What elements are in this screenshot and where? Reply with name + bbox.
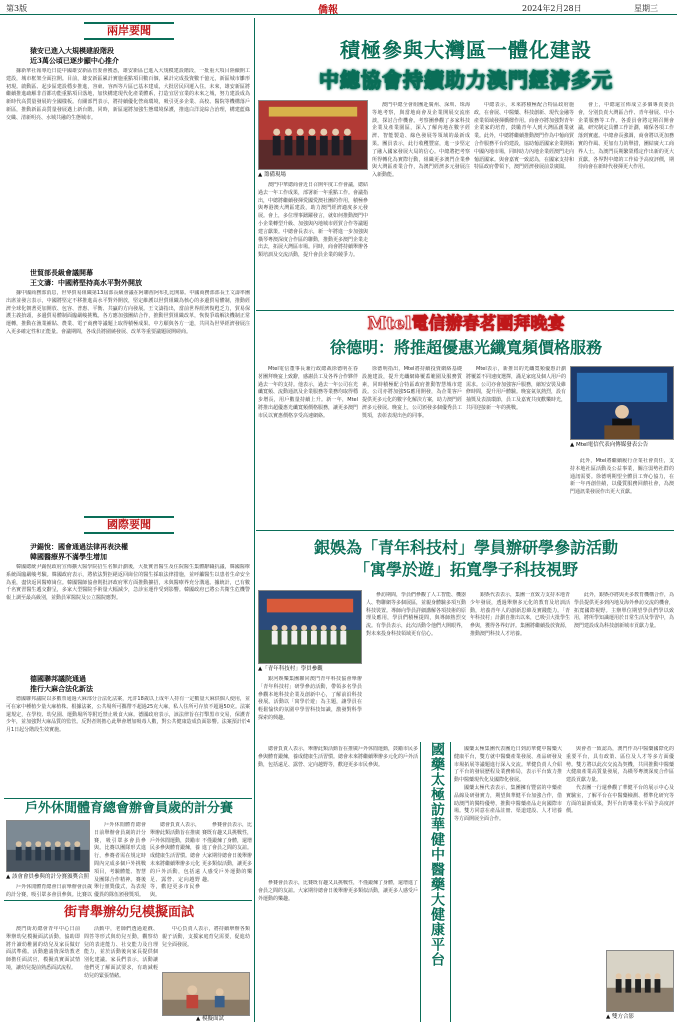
headline-outdoor-sports: 戶外休閒體育總會辦會員歲的計分賽	[24, 801, 233, 816]
article-body: 參賽會員表示，比賽既有趣又具挑戰性，不僅鍛煉了身體，還增進了會員之間的友誼。大家期待總會日後舉辦更多類似活動，讓更多人感受戶外運動的樂趣。	[202, 822, 252, 883]
article-subhead: 世貿部長級會議開幕	[30, 268, 93, 277]
article-body: 澳門中總全會組團赴廣州、深圳、珠海等地考察，與當地商會及企業開展交流座談，探討合作機會。考察團參觀了多家科技企業及產業園區，深入了解內地在數字經濟、智能製造、綠色發展等領域的最新成果。團員表示，此行收穫豐富，進一步堅定了融入國家發展大局的信心。中總將把考察所得轉化為實際行動，組織更多澳門企業參與大灣區產業合作，為澳門經濟多元發展注入新動能。	[372, 102, 470, 179]
photo-health-visit	[606, 950, 674, 1012]
article-subhead: 王文濤：中國將堅持高水平對外開放	[30, 278, 142, 287]
section-header-international: 國際要聞	[84, 516, 174, 534]
issue-date: 2024年2月28日	[522, 4, 582, 13]
masthead-logo: 僑報	[318, 5, 338, 16]
article-subhead: 尹錫悅：國會通過法律再表決權	[30, 542, 128, 551]
column-divider	[420, 742, 421, 1022]
galaxy-headline: 銀娛為「青年科技村」學員辦研學參訪活動	[313, 538, 618, 557]
galaxy-subheadline: 「寓學於遊」拓寬學子科技視野	[353, 560, 578, 579]
article-body: 澳門中華總商會近日召開年度工作會議，總結過去一年工作成果，部署新一年重點工作。會議指出，中總將繼續發揮愛國愛澳社團的作用，積極參與粵港澳大灣區建設，助力澳門經濟適度多元發展。會上，多位理事踴躍發言，就如何推動澳門中小企業轉型升級、加強與內地城市經貿合作等議題建言獻策。中總會長表示，新一年將進一步加強與橫琴粵澳深度合作區的聯動，推動更多澳門企業走出去，拓展大灣區市場。同時，商會將持續舉辦各類培訓及交流活動，提升會員企業的競爭力。	[258, 182, 368, 259]
article-body: 參賽會員表示，比賽既有趣又具挑戰性，不僅鍛煉了身體，還增進了會員之間的友誼。大家期待總會日後舉辦更多類似活動，讓更多人感受戶外運動的樂趣。	[258, 880, 418, 902]
article-body: 活動中，老師們透過遊戲、問答等形式與幼兒互動，觀察幼兒的表達能力、社交能力及自理能力，並於活動後向家長提供個別化建議。家長們表示，活動讓他們更了解面試要求，有助減輕幼兒的緊張情緒。	[84, 926, 158, 979]
photo-main-event	[258, 100, 368, 170]
article-body: 徐德明指出，Mtel將持續投資網絡基礎設施建設，提升光纖網絡覆蓋範圍及服務質素，同時積極配合特區政府推動智慧城市建設。公司亦將加強5G應用開發，為企業客戶提供更多元化的數字化解決方案，助力澳門經濟多元發展。晚宴上，公司頒發多個優秀員工獎項，表彰表現出色的同事。	[362, 366, 462, 419]
article-subhead: 德國聯邦議院通過	[30, 674, 86, 683]
column-divider	[254, 18, 255, 1022]
page-header	[0, 0, 677, 15]
article-body: 戶外休閒體育總會日前舉辦會員歲的計分賽，吸引眾多會員參與。比賽以	[6, 884, 92, 898]
main-subheadline: 中總協會持續助力澳門經濟多元	[319, 68, 613, 92]
article-body: 據新華社報導近日從中國雄安新區管委會獲悉，雄安新區已進入大規模建設階段，一批重大項目陸續開工建設，城市框架全面拉開。目前，雄安新區累計實施重點項目數百個，累計完成投資數千億元，新區城市雛形初現。啟動區、起步區建設穩步推進，容東、容西等片區已基本建成，大批居民回遷入住。未來，雄安新區將繼續推進疏解非首都功能重點項目落地，加快構建現代化產業體系，打造宜居宜業的未來之城，努力建設成為新時代高質量發展的全國樣板。有關部門表示，將持續優化營商環境，吸引更多企業、高校、醫院等機構落戶新區，推動新區高質量發展邁上新台階。同時，新區還將加強生態環境保護，推進白洋淀綜合治理，構建藍綠交織、清新明亮、水城共融的生態城市。	[6, 68, 250, 121]
section-header-national: 兩岸要聞	[84, 22, 174, 40]
article-body: 據中國商務部消息，世界貿易組織第13屆部長級會議在阿聯酋阿布扎比開幕。中國商務部部長王文濤率團出席並發言表示，中國將堅定不移推進高水平對外開放，堅定維護以世貿組織為核心的多邊貿易體制，推動經濟全球化朝著更加開放、包容、普惠、平衡、共贏的方向發展。王文濤指出，當前世界經濟復甦乏力，貿易保護主義抬頭，多邊貿易體制面臨嚴峻挑戰。各方應加強團結合作，推動世貿組織改革，恢復爭端解決機制正常運轉，推動在漁業補貼、農業、電子商務等議題上取得積極成果。中方願與各方一道，共同為世界經濟發展注入更多確定性和正能量。會議期間，各成員將圍繞發展、改革等重要議題展開磋商。	[6, 290, 250, 335]
article-body: 此外，銀娛亦將與更多教育機構合作，為學員提供更多到內地及海外參訪交流的機會，拓寬國際視野。主辦單位期望學員們學以致用，將所學知識運用於日常生活及學習中，為澳門建設成為科技創新城市貢獻力量。	[574, 592, 674, 630]
photo-youth-tech-visit	[258, 590, 362, 664]
article-subhead: 近3萬公頃已逐步顯中心推介	[30, 56, 119, 65]
section-divider	[4, 900, 252, 901]
headline-mock-interview: 街青舉辦幼兒模擬面試	[63, 905, 194, 920]
article-body: 中總表示，未來將積極配合特區政府施政，在會展、中醫藥、科技創新、現代金融等產業領域發揮橋樑作用。商會亦將加強對青年企業家的培育，鼓勵青年人到大灣區創業就業。此外，中總將繼續推動澳門作為中葡商貿合作服務平台的建設，協助葡語國家企業開拓中國內地市場，同時助力內地企業經澳門走向葡語國家。與會嘉賓一致認為，在國家支持和特區政府帶領下，澳門經濟發展前景廣闊。	[474, 102, 574, 171]
photo-caption: ▲ Mtel電信代表向傳媒發表公告	[570, 442, 649, 448]
photo-caption: ▲「青年科技村」學員參觀	[258, 666, 323, 672]
mtel-headline: Mtel電信辦春茗團拜晚宴	[367, 314, 565, 334]
article-subhead: 推行大麻合法化新法	[30, 684, 93, 693]
article-body: 德國聯邦議院以多數票通過大麻部分合法化法案，允許18歲以上成年人持有一定數量大麻供個人使用，並可在家中種植少量大麻植株。根據法案，公共場所可攜帶不超過25克大麻，私人住所可存放不超過50克。法案還規定，在學校、幼兒園、運動場所等附近禁止吸食大麻。德國政府表示，該法律旨在打擊黑市交易，保護青少年，並加強對大麻品質的監管。反對者則擔心此舉會增加吸毒人數，對公共健康造成負面影響。法案預計於4月1日起分階段生效實施。	[6, 696, 250, 734]
page-number: 第3版	[6, 4, 28, 13]
photo-mtel-speaker	[570, 366, 674, 440]
article-body: 會上，中總還宣佈成立多個專責委員會，分別負責大灣區合作、青年發展、中小企業服務等工作。各委員會將定期召開會議，研究制定具體工作計劃，確保各項工作落到實處。中總會長強調，商會將以更加務實的作風、更加有力的舉措，團結廣大工商界人士，為澳門長期繁榮穩定作出新的更大貢獻。各界對中總的工作給予高度評價，期待商會在新時代發揮更大作用。	[578, 102, 674, 171]
article-subhead: 猿安已進入大規模建設階段	[30, 46, 114, 55]
health-vertical-headline: 國藥太極訪華健中醫藥大健康平台	[429, 742, 445, 967]
article-body: Mtel電信董事長兼行政總裁徐德明在春茗團拜晚宴上致辭，感謝員工及各界合作夥伴過去一年的支持。他表示，過去一年公司在光纖寬頻、流動通訊及企業服務等業務均取得穩步增長，用戶數量持續上升。新一年，Mtel將推出超優惠光纖寬頻價格服務，讓更多澳門市民以實惠價格享受高速網絡。	[258, 366, 358, 419]
article-body: 與會者一致認為，澳門作為中醫藥國際化的重要平台，具有政策、區位及人才等多方面優勢。雙方將以此次交流為契機，共同推動中醫藥大健康產業高質量發展，為橫琴粵澳深度合作區建設貢獻力量。 代表團一行還參觀了華健平台的展示中心及實驗室，了解平台在中醫藥檢測、標準化研究等方面的最新成果，對平台的專業水平給予高度評價。	[566, 746, 674, 815]
article-body: 中心負責人表示，將持續舉辦各類親子活動，支援家庭育兒需要，促進幼兒全面發展。	[162, 926, 250, 948]
mtel-subheadline: 徐德明：將推超優惠光纖寬頻價格服務	[329, 338, 602, 357]
article-body: 銀河娛樂集團聯同澳門青年科技協會舉辦「青年科技村」研學參訪活動，帶領多名學員參觀本地科技企業及創新中心，了解前沿科技發展。活動以「寓學於遊」為主題，讓學員在輕鬆愉快的氛圍中學習科技知識，激發對科學探索的興趣。	[258, 676, 362, 721]
article-body: 此外，Mtel將繼續履行企業社會責任，支持本地社區活動及公益事業，關注弱勢社群的通訊需要。徐德明期望全體員工齊心協力，在新一年再創佳績，以優質服務回饋社會，為澳門通訊業發展作出更大貢獻。	[570, 458, 674, 496]
article-body: 澳門街坊總會青年中心日前舉辦幼兒模擬面試活動，協助即將升讀幼稚園的幼兒及家長做好面試準備。活動邀請資深幼教老師擔任面試官，模擬真實面試情境，讓幼兒提前熟悉面試流程。	[6, 926, 80, 971]
article-body: 韓國總統尹錫悅政府宣佈擴大醫學院招生名額計劃後，大批實習醫生及住院醫生集體辭職抗議，韓國醫療系統面臨嚴峻考驗。韓國政府表示，將依法對拒絕返回崗位的醫生採取法律措施，並呼籲醫生以患者生命安全為重，盡快返回醫療崗位。韓國醫師協會則批評政府單方面推動擴招，未與醫療界充分溝通。據統計，已有數千名實習醫生遞交辭呈，多家大型醫院手術量大幅減少，急診室運作受到影響。韓國政府已將公共衛生危機警報上調至最高級別，並動員軍醫院及公立醫院應對。	[6, 564, 250, 602]
section-divider	[256, 530, 674, 531]
section-divider	[4, 798, 252, 799]
article-body: 總會負責人表示，舉辦此類活動旨在推廣戶外休閒運動，鼓勵市民多參與體育鍛煉，養成健康生活習慣。總會未來將繼續舉辦多元化的戶外活動，包括遠足、露營、定向越野等，歡迎更多市民參與。	[150, 822, 200, 898]
article-body: 戶外休閒體育總會日前舉辦會員歲的計分賽，吸引眾多會員參與。比賽以團隊形式進行，參賽者需在規定時間內完成多個戶外挑戰項目，考驗體能、智慧及團隊合作精神。賽後舉行頒獎儀式，為表現優異的隊伍頒發獎項。	[94, 822, 146, 898]
photo-caption: ▲ 模擬面試	[196, 1016, 224, 1022]
weekday: 星期三	[634, 4, 658, 13]
photo-caption: ▲ 該會會員參與的計分賽頒獎合照	[6, 874, 89, 880]
article-body: 總會負責人表示，舉辦此類活動旨在推廣戶外休閒運動，鼓勵市民多參與體育鍛煉，養成健康生活習慣。總會未來將繼續舉辦多元化的戶外活動，包括遠足、露營、定向越野等，歡迎更多市民參與。	[258, 746, 418, 768]
main-headline: 積極參與大灣區一體化建設	[340, 38, 592, 62]
photo-mock-interview	[162, 972, 250, 1016]
article-body: 國藥太極集團代表團近日到訪華健中醫藥大健康平台，雙方就中醫藥產業發展、產品研發及市場拓展等議題進行深入交流。華健負責人介紹了平台的發展歷程及業務佈局，表示平台致力推動中醫藥現代化及國際化發展。 國藥太極代表表示，集團擁有豐富的中藥產品線及研發實力，期望與華健平台加強合作，借助澳門的獨特優勢，推動中醫藥產品走向國際市場。雙方同意在產品註冊、渠道建設、人才培養等方面開展全面合作。	[454, 746, 562, 823]
article-body: Mtel表示，新推出的光纖寬頻優惠計劃將覆蓋不同速度選擇，滿足家庭及個人用戶的需求。公司亦會加強客戶服務，縮短安裝及維修時間，提升用戶體驗。晚宴氣氛熱烈，設有抽獎及表演環節，員工及嘉賓共度歡樂時光，共同迎接新一年的挑戰。	[466, 366, 566, 411]
section-divider	[256, 310, 674, 311]
photo-award-group	[6, 820, 90, 872]
article-body: 參訪期間，學員們參觀了人工智能、機器人、物聯網等多個展區，並親身體驗多項互動科技裝置。導師向學員詳細講解各項技術的原理及應用，學員們積極提問，與導師熱烈交流。有學員表示，此次活動令他們大開眼界，對未來投身科技領域更有信心。	[366, 592, 466, 637]
photo-caption: ▲ 雙方合影	[606, 1014, 634, 1020]
column-divider	[450, 742, 451, 1022]
article-body: 銀娛代表表示，集團一直致力支持本地青少年發展，透過舉辦多元化的教育及培訓活動，培養青年人的創新思維及實踐能力。「青年科技村」計劃自推出以來，已吸引大批學生參與，獲得各界好評。集團將繼續投放資源，推動澳門科技人才培養。	[470, 592, 570, 637]
article-subhead: 韓國醫療界不滿學生增加	[30, 552, 107, 561]
photo-caption: ▲ 籌備現場	[258, 172, 286, 178]
